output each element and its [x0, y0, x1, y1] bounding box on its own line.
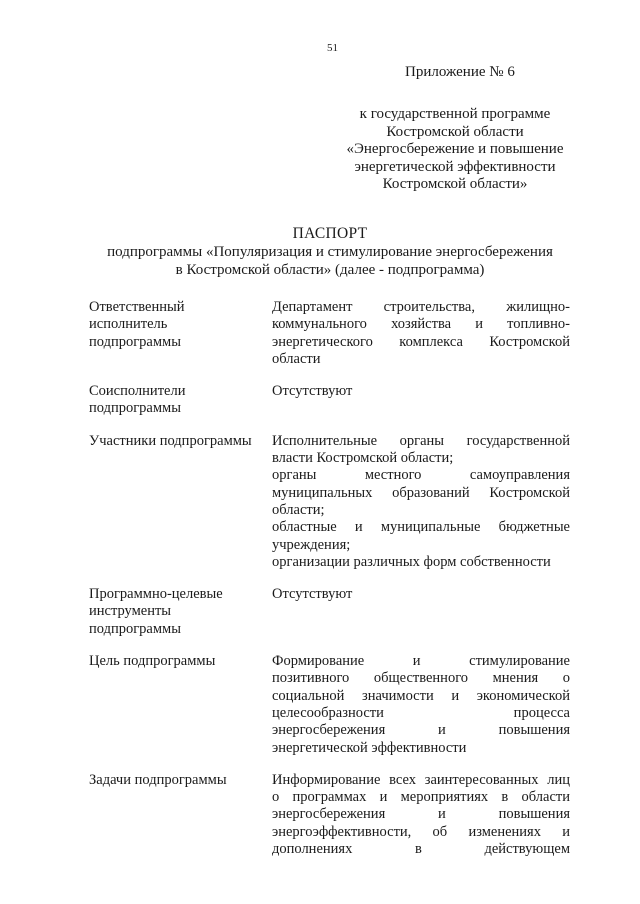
row-value-line: Исполнительные органы государственной — [272, 432, 570, 449]
row-value-line: социальной значимости и экономической — [272, 687, 570, 704]
row-label — [89, 772, 272, 858]
row-label-line: инструменты — [89, 603, 172, 620]
passport-title: ПАСПОРТ — [292, 225, 368, 242]
row-value-line: энергетической эффективности — [272, 739, 467, 756]
row-value-line: энергосбережения и повышения — [272, 722, 570, 739]
table-row-program-tools — [89, 586, 570, 638]
row-value-line: коммунального хозяйства и топливно- — [272, 316, 570, 333]
row-value-line: целесообразности процесса — [272, 704, 570, 721]
appendix-reference-line: Костромской области» — [382, 176, 528, 192]
row-value — [272, 586, 570, 638]
row-value-line: Информирование всех заинтересованных лиц — [272, 771, 570, 788]
appendix-title: Приложение № 6 — [405, 64, 515, 80]
table-row-tasks — [89, 772, 570, 858]
row-value — [272, 772, 570, 858]
row-value — [272, 433, 570, 571]
row-label — [89, 653, 272, 757]
row-label-line: Программно-целевые — [89, 586, 223, 603]
passport-table — [89, 299, 570, 873]
row-value-line: муниципальных образований Костромской — [272, 484, 570, 501]
row-label — [89, 586, 272, 638]
row-label-line: Цель подпрограммы — [89, 653, 216, 670]
row-value — [272, 653, 570, 757]
row-value-line: Отсутствуют — [272, 586, 353, 603]
row-label — [89, 433, 272, 571]
page-number: 51 — [327, 42, 338, 54]
row-value-line: Отсутствуют — [272, 383, 353, 400]
row-label-line: подпрограммы — [89, 400, 181, 417]
passport-subtitle-line: в Костромской области» (далее - подпрограмма) — [175, 262, 485, 278]
row-value-line: дополнениях в действующем — [272, 841, 570, 858]
row-value-line: органы местного самоуправления — [272, 467, 570, 484]
appendix-reference — [340, 106, 570, 194]
row-value-line: Департамент строительства, жилищно- — [272, 299, 570, 315]
row-label — [89, 383, 272, 418]
table-row-participants — [89, 433, 570, 571]
row-label-line: Задачи подпрограммы — [89, 771, 227, 788]
table-row-responsible-executor — [89, 299, 570, 368]
appendix-reference-line: «Энергосбережение и повышение — [346, 141, 564, 157]
row-label-line: исполнитель — [89, 316, 168, 333]
appendix-reference-line: к государственной программе — [359, 106, 551, 122]
row-value-line: энергетического комплекса Костромской — [272, 333, 570, 350]
row-value-line: энергосбережения и повышения — [272, 806, 570, 823]
passport-subtitle-line: подпрограммы «Популяризация и стимулирование энергосбережения — [107, 244, 553, 260]
appendix-reference-line: энергетической эффективности — [354, 158, 556, 175]
row-value-line: энергоэффективности, об изменениях и — [272, 823, 570, 840]
row-value-line: о программах и мероприятиях в области — [272, 789, 570, 806]
row-label — [89, 299, 272, 368]
row-label-line: подпрограммы — [89, 333, 181, 350]
row-value — [272, 299, 570, 368]
appendix-reference-line: Костромской области — [386, 123, 524, 140]
row-value-line: Формирование и стимулирование — [272, 653, 570, 670]
row-value-line: областные и муниципальные бюджетные — [272, 519, 570, 536]
row-value-line: организации различных форм собственности — [272, 553, 551, 570]
row-value-line: позитивного общественного мнения о — [272, 670, 570, 687]
row-value — [272, 383, 570, 418]
row-value-line: учреждения; — [272, 536, 351, 553]
row-label-line: Ответственный — [89, 299, 185, 315]
row-value-line: власти Костромской области; — [272, 450, 454, 467]
row-value-line: области — [272, 350, 321, 367]
row-label-line: Участники подпрограммы — [89, 432, 252, 449]
table-row-goal — [89, 653, 570, 757]
row-value-line: области; — [272, 501, 325, 518]
passport-heading — [80, 225, 580, 279]
table-row-co-executors — [89, 383, 570, 418]
row-label-line: Соисполнители — [89, 383, 186, 400]
row-label-line: подпрограммы — [89, 620, 181, 637]
